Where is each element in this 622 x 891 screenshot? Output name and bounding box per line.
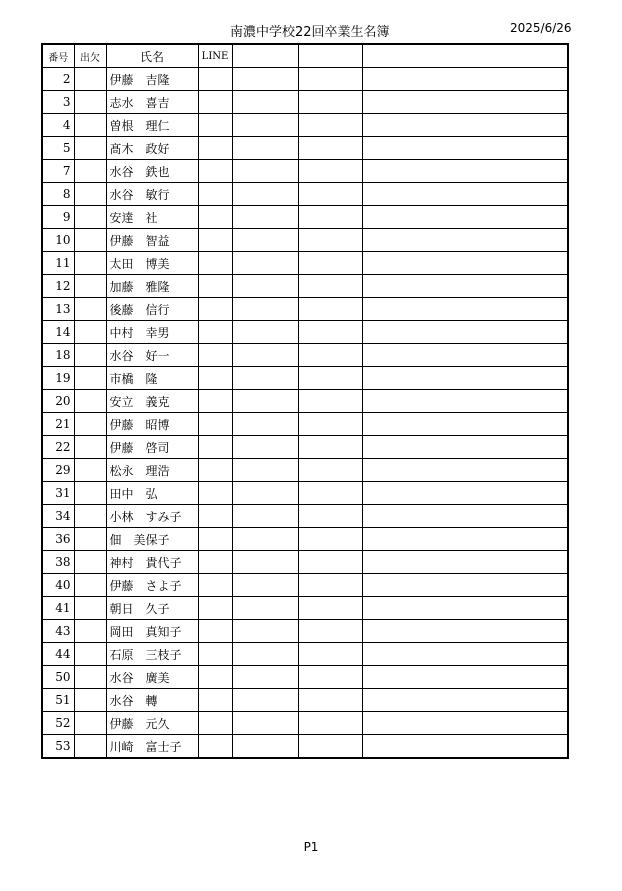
line-cell [198,183,232,206]
attendance-cell [74,574,106,597]
blank-cell [232,298,298,321]
blank-cell [362,68,568,91]
row-name: 志水 喜吉 [106,91,198,114]
blank-cell [362,712,568,735]
attendance-cell [74,390,106,413]
row-number: 19 [42,367,74,390]
blank-cell [298,666,362,689]
blank-cell [362,735,568,759]
header-row [42,44,568,68]
blank-cell [362,206,568,229]
header-blank-1 [232,44,298,68]
attendance-cell [74,68,106,91]
blank-cell [232,528,298,551]
table-row [42,344,568,367]
blank-cell [362,459,568,482]
attendance-cell [74,643,106,666]
attendance-cell [74,712,106,735]
blank-cell [232,597,298,620]
row-name: 神村 貴代子 [106,551,198,574]
line-cell [198,114,232,137]
line-cell [198,68,232,91]
blank-cell [298,275,362,298]
row-name: 加藤 雅隆 [106,275,198,298]
blank-cell [362,367,568,390]
header-number: 番号 [42,44,74,68]
row-number: 50 [42,666,74,689]
blank-cell [232,321,298,344]
blank-cell [362,252,568,275]
row-name: 水谷 敏行 [106,183,198,206]
blank-cell [362,436,568,459]
blank-cell [298,574,362,597]
row-name: 石原 三枝子 [106,643,198,666]
blank-cell [362,321,568,344]
blank-cell [232,436,298,459]
line-cell [198,666,232,689]
row-number: 14 [42,321,74,344]
blank-cell [298,298,362,321]
blank-cell [362,229,568,252]
blank-cell [298,413,362,436]
table-row [42,206,568,229]
row-name: 安達 社 [106,206,198,229]
line-cell [198,367,232,390]
table-row [42,252,568,275]
row-name: 水谷 轉 [106,689,198,712]
row-number: 43 [42,620,74,643]
roster-table [41,43,569,759]
table-row [42,91,568,114]
line-cell [198,390,232,413]
blank-cell [362,160,568,183]
line-cell [198,643,232,666]
row-number: 34 [42,505,74,528]
line-cell [198,91,232,114]
blank-cell [362,344,568,367]
blank-cell [298,183,362,206]
row-name: 伊藤 啓司 [106,436,198,459]
blank-cell [362,505,568,528]
row-name: 市橋 隆 [106,367,198,390]
blank-cell [232,712,298,735]
row-number: 10 [42,229,74,252]
blank-cell [232,275,298,298]
blank-cell [232,551,298,574]
line-cell [198,574,232,597]
attendance-cell [74,137,106,160]
row-number: 36 [42,528,74,551]
line-cell [198,229,232,252]
table-row [42,137,568,160]
attendance-cell [74,367,106,390]
blank-cell [298,367,362,390]
table-row [42,183,568,206]
blank-cell [298,551,362,574]
document-date: 2025/6/26 [510,21,572,35]
attendance-cell [74,344,106,367]
line-cell [198,712,232,735]
line-cell [198,597,232,620]
line-cell [198,160,232,183]
blank-cell [362,551,568,574]
line-cell [198,298,232,321]
line-cell [198,206,232,229]
row-name: 安立 義克 [106,390,198,413]
row-number: 9 [42,206,74,229]
line-cell [198,689,232,712]
row-name: 伊藤 元久 [106,712,198,735]
blank-cell [298,459,362,482]
attendance-cell [74,275,106,298]
blank-cell [232,482,298,505]
blank-cell [298,528,362,551]
row-name: 中村 幸男 [106,321,198,344]
row-name: 後藤 信行 [106,298,198,321]
table-row [42,505,568,528]
line-cell [198,735,232,759]
row-number: 13 [42,298,74,321]
attendance-cell [74,413,106,436]
table-row [42,735,568,759]
row-name: 水谷 好一 [106,344,198,367]
blank-cell [232,344,298,367]
blank-cell [362,528,568,551]
blank-cell [298,137,362,160]
attendance-cell [74,114,106,137]
attendance-cell [74,252,106,275]
table-row [42,114,568,137]
attendance-cell [74,183,106,206]
attendance-cell [74,666,106,689]
row-name: 小林 すみ子 [106,505,198,528]
blank-cell [298,643,362,666]
blank-cell [232,252,298,275]
line-cell [198,436,232,459]
blank-cell [298,597,362,620]
table-row [42,482,568,505]
blank-cell [362,183,568,206]
table-row [42,712,568,735]
line-cell [198,137,232,160]
row-name: 川崎 富士子 [106,735,198,759]
row-number: 5 [42,137,74,160]
blank-cell [298,114,362,137]
row-number: 4 [42,114,74,137]
blank-cell [362,643,568,666]
blank-cell [232,367,298,390]
blank-cell [362,298,568,321]
row-number: 18 [42,344,74,367]
blank-cell [362,413,568,436]
row-number: 21 [42,413,74,436]
line-cell [198,252,232,275]
blank-cell [232,137,298,160]
attendance-cell [74,206,106,229]
blank-cell [232,206,298,229]
table-row [42,620,568,643]
blank-cell [362,114,568,137]
blank-cell [232,390,298,413]
row-name: 朝日 久子 [106,597,198,620]
row-number: 22 [42,436,74,459]
line-cell [198,528,232,551]
blank-cell [232,68,298,91]
attendance-cell [74,459,106,482]
table-row [42,390,568,413]
row-number: 53 [42,735,74,759]
attendance-cell [74,160,106,183]
line-cell [198,620,232,643]
blank-cell [298,91,362,114]
blank-cell [232,620,298,643]
row-name: 伊藤 さよ子 [106,574,198,597]
line-cell [198,344,232,367]
header-name: 氏名 [106,44,198,68]
attendance-cell [74,298,106,321]
row-name: 水谷 鉄也 [106,160,198,183]
attendance-cell [74,321,106,344]
row-name: 伊藤 智益 [106,229,198,252]
line-cell [198,459,232,482]
attendance-cell [74,597,106,620]
row-number: 52 [42,712,74,735]
blank-cell [298,160,362,183]
blank-cell [362,620,568,643]
blank-cell [362,482,568,505]
blank-cell [362,597,568,620]
table-row [42,597,568,620]
blank-cell [298,735,362,759]
row-number: 2 [42,68,74,91]
row-name: 佃 美保子 [106,528,198,551]
blank-cell [362,137,568,160]
blank-cell [232,643,298,666]
attendance-cell [74,482,106,505]
document-title: 南濃中学校22回卒業生名簿 [230,25,390,40]
blank-cell [232,183,298,206]
row-number: 11 [42,252,74,275]
row-number: 12 [42,275,74,298]
blank-cell [232,160,298,183]
header-line: LINE [198,44,232,68]
attendance-cell [74,620,106,643]
attendance-cell [74,229,106,252]
blank-cell [298,344,362,367]
table-row [42,528,568,551]
blank-cell [232,505,298,528]
row-name: 松永 理浩 [106,459,198,482]
blank-cell [362,390,568,413]
page-number: P1 [303,840,319,854]
row-name: 太田 博美 [106,252,198,275]
table-row [42,666,568,689]
attendance-cell [74,528,106,551]
blank-cell [362,275,568,298]
blank-cell [362,666,568,689]
row-name: 伊藤 昭博 [106,413,198,436]
row-number: 40 [42,574,74,597]
blank-cell [298,505,362,528]
roster-body [42,68,568,759]
blank-cell [298,206,362,229]
attendance-cell [74,735,106,759]
blank-cell [362,689,568,712]
row-name: 水谷 廣美 [106,666,198,689]
table-row [42,574,568,597]
table-row [42,367,568,390]
blank-cell [232,666,298,689]
blank-cell [298,482,362,505]
table-row [42,160,568,183]
row-number: 41 [42,597,74,620]
attendance-cell [74,436,106,459]
blank-cell [298,252,362,275]
header-attendance: 出欠 [74,44,106,68]
row-number: 7 [42,160,74,183]
table-row [42,298,568,321]
blank-cell [232,91,298,114]
blank-cell [298,436,362,459]
line-cell [198,413,232,436]
row-name: 田中 弘 [106,482,198,505]
header-blank-3 [362,44,568,68]
row-number: 38 [42,551,74,574]
row-number: 8 [42,183,74,206]
line-cell [198,551,232,574]
table-row [42,68,568,91]
blank-cell [232,574,298,597]
row-name: 伊藤 吉隆 [106,68,198,91]
attendance-cell [74,91,106,114]
table-row [42,551,568,574]
attendance-cell [74,551,106,574]
blank-cell [232,689,298,712]
line-cell [198,321,232,344]
attendance-cell [74,689,106,712]
blank-cell [298,390,362,413]
row-number: 20 [42,390,74,413]
table-row [42,275,568,298]
blank-cell [298,321,362,344]
table-row [42,413,568,436]
blank-cell [298,620,362,643]
row-name: 髙木 政好 [106,137,198,160]
table-row [42,229,568,252]
row-name: 曽根 理仁 [106,114,198,137]
blank-cell [232,114,298,137]
blank-cell [232,735,298,759]
blank-cell [298,68,362,91]
row-number: 3 [42,91,74,114]
line-cell [198,482,232,505]
blank-cell [232,229,298,252]
blank-cell [232,413,298,436]
line-cell [198,505,232,528]
row-number: 51 [42,689,74,712]
blank-cell [298,229,362,252]
attendance-cell [74,505,106,528]
line-cell [198,275,232,298]
table-row [42,689,568,712]
table-row [42,459,568,482]
blank-cell [362,91,568,114]
row-number: 29 [42,459,74,482]
row-number: 31 [42,482,74,505]
blank-cell [298,712,362,735]
table-row [42,436,568,459]
header-blank-2 [298,44,362,68]
table-row [42,643,568,666]
blank-cell [232,459,298,482]
row-name: 岡田 真知子 [106,620,198,643]
row-number: 44 [42,643,74,666]
table-row [42,321,568,344]
blank-cell [362,574,568,597]
blank-cell [298,689,362,712]
